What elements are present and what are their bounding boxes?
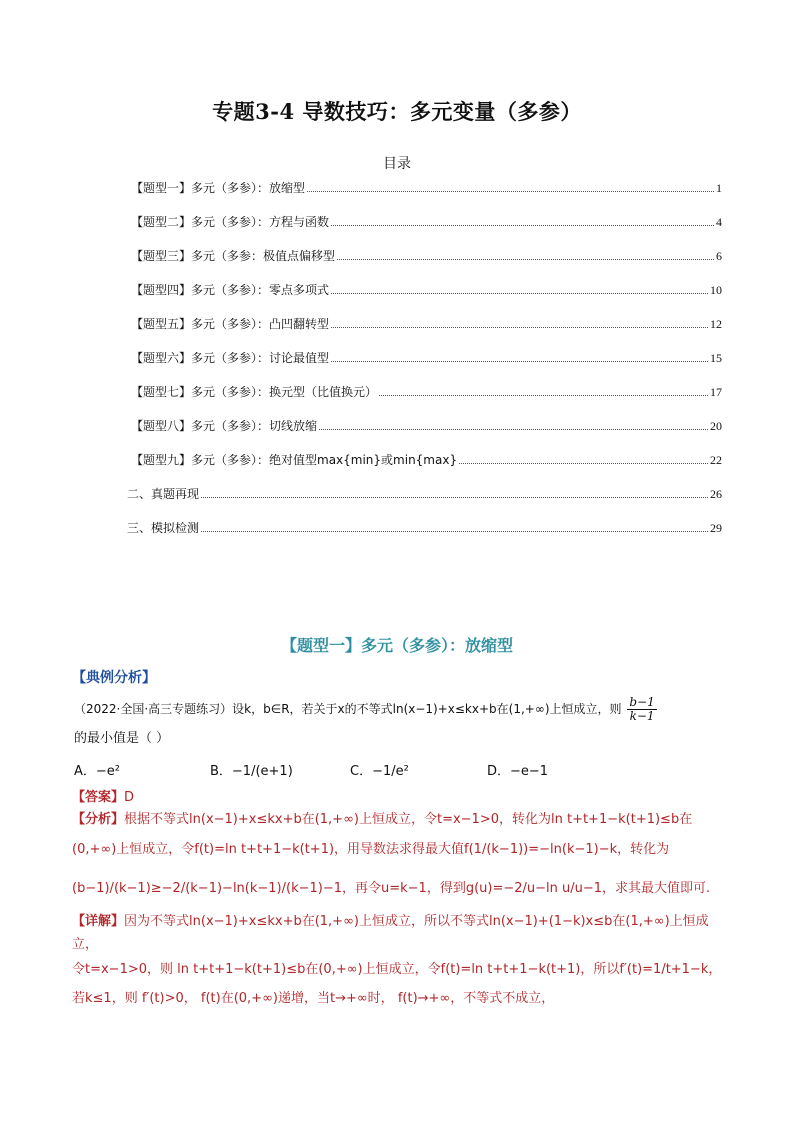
detail-label: 【详解】 <box>72 914 125 929</box>
toc-item-page: 1 <box>716 181 722 195</box>
problem-statement <box>74 696 659 723</box>
toc-item-label: 【题型五】多元（多参）：凸凹翻转型 <box>131 317 330 331</box>
answer-value: D <box>124 790 135 805</box>
toc-item-label: 【题型六】多元（多参）：讨论最值型 <box>131 351 330 365</box>
analysis-line <box>72 808 692 827</box>
fraction-denominator: k−1 <box>629 709 655 723</box>
toc-item-page: 29 <box>710 521 722 535</box>
toc-heading: 目录 <box>383 156 411 172</box>
answer-line <box>72 786 134 805</box>
toc-item[interactable] <box>127 516 722 536</box>
toc-item[interactable] <box>131 414 722 434</box>
toc-item[interactable] <box>131 210 722 230</box>
toc-leader-dots <box>379 395 708 396</box>
toc-leader-dots <box>201 531 708 532</box>
detail-line <box>72 910 709 929</box>
toc-item[interactable] <box>127 482 722 502</box>
problem-text-continued: 的最小值是（ ） <box>74 731 170 746</box>
toc-item-page: 15 <box>710 351 722 365</box>
option-c[interactable]: C．−1/e² <box>350 764 409 779</box>
answer-label: 【答案】 <box>72 790 125 805</box>
analysis-text: (b−1)/(k−1)≥−2/(k−1)−ln(k−1)/(k−1)−1，再令u=k−1，得到g(u)=−2/u−ln u/u−1，求其最大值即可. <box>72 881 711 896</box>
toc-item[interactable] <box>131 312 722 332</box>
toc-item-page: 6 <box>716 249 722 263</box>
page-title: 专题3-4 导数技巧：多元变量（多参） <box>212 99 582 124</box>
example-tag: 【典例分析】 <box>72 670 156 686</box>
toc-item-page: 17 <box>710 385 722 399</box>
toc-item[interactable] <box>131 176 722 196</box>
toc-item-page: 20 <box>710 419 722 433</box>
toc-item-label: 【题型九】多元（多参）：绝对值型max{min}或min{max} <box>131 453 458 467</box>
toc-item[interactable] <box>131 244 722 264</box>
toc-item-label: 【题型二】多元（多参）：方程与函数 <box>131 215 330 229</box>
toc-item-label: 【题型四】多元（多参）：零点多项式 <box>131 283 330 297</box>
toc-item-label: 二、真题再现 <box>127 487 200 501</box>
toc-item-page: 10 <box>710 283 722 297</box>
toc-item-page: 4 <box>716 215 722 229</box>
problem-text: （2022·全国·高三专题练习）设k，b∈R，若关于x的不等式ln(x−1)+x≤kx+b在(1,+∞)上恒成立，则 <box>74 702 622 716</box>
toc-item-label: 【题型三】多元（多参：极值点偏移型 <box>131 249 336 263</box>
toc-item[interactable] <box>131 278 722 298</box>
fraction-numerator: b−1 <box>629 695 655 709</box>
toc-item-label: 【题型七】多元（多参）：换元型（比值换元） <box>131 385 378 399</box>
analysis-text: 根据不等式ln(x−1)+x≤kx+b在(1,+∞)上恒成立，令t=x−1>0，转化为ln t+t+1−k(t+1)≤b在 <box>124 812 693 827</box>
analysis-text: (0,+∞)上恒成立，令f(t)=ln t+t+1−k(t+1)，用导数法求得最大值f(1/(k−1))=−ln(k−1)−k，转化为 <box>72 842 670 857</box>
toc-leader-dots <box>331 293 708 294</box>
section-heading: 【题型一】多元（多参）：放缩型 <box>280 636 513 655</box>
toc-item-label: 【题型一】多元（多参）：放缩型 <box>131 181 306 195</box>
toc-leader-dots <box>331 225 714 226</box>
toc-item-page: 26 <box>710 487 722 501</box>
toc-leader-dots <box>307 191 714 192</box>
option-a[interactable]: A．−e² <box>74 764 120 779</box>
option-b[interactable]: B．−1/(e+1) <box>210 764 293 779</box>
toc-item[interactable] <box>131 448 722 468</box>
toc-leader-dots <box>459 463 708 464</box>
toc-item-page: 22 <box>710 453 722 467</box>
detail-text: 令t=x−1>0，则 ln t+t+1−k(t+1)≤b在(0,+∞)上恒成立，令f(t)=ln t+t+1−k(t+1)，所以f′(t)=1/t+1−k， <box>72 962 722 977</box>
detail-text: 若k≤1，则 f′(t)>0， f(t)在(0,+∞)递增，当t→+∞时， f(t)→+∞，不等式不成立， <box>72 991 555 1006</box>
option-d[interactable]: D．−e−1 <box>487 764 549 779</box>
toc-leader-dots <box>331 327 708 328</box>
toc-item-label: 【题型八】多元（多参）：切线放缩 <box>131 419 318 433</box>
analysis-label: 【分析】 <box>72 812 125 827</box>
toc-leader-dots <box>319 429 708 430</box>
toc-item[interactable] <box>131 346 722 366</box>
detail-text: 立， <box>72 937 99 952</box>
toc-leader-dots <box>201 497 708 498</box>
detail-text: 因为不等式ln(x−1)+x≤kx+b在(1,+∞)上恒成立，所以不等式ln(x−1)+(1−k)x≤b在(1,+∞)上恒成 <box>124 914 709 929</box>
toc-item-page: 12 <box>710 317 722 331</box>
toc-item-label: 三、模拟检测 <box>127 521 200 535</box>
toc-leader-dots <box>331 361 708 362</box>
problem-fraction <box>627 696 656 723</box>
toc-leader-dots <box>337 259 714 260</box>
toc-item[interactable] <box>131 380 722 400</box>
